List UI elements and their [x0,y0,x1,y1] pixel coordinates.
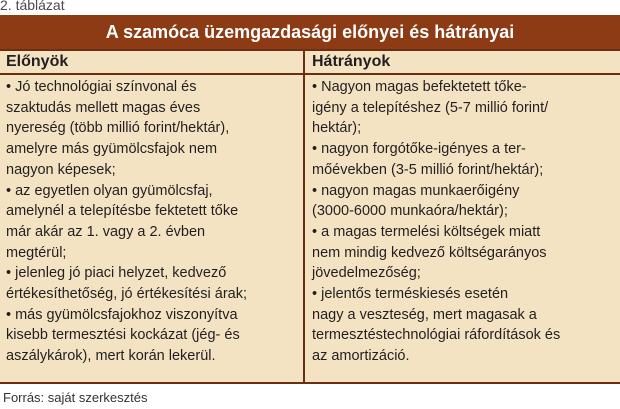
advantage-line: • az egyetlen olyan gyümölcsfaj, [6,182,213,199]
disadvantage-line: • nagyon forgótőke-igényes a ter- [312,141,526,158]
table-title: A szamóca üzemgazdasági előnyei és hátrányai [0,15,620,49]
disadvantage-line: mőévekben (3-5 millió forint/hektár); [312,161,544,178]
advantages-list [6,77,298,367]
source-note: Forrás: saját szerkesztés [3,390,148,405]
bottom-divider [0,382,620,384]
advantage-line: • jelenleg jó piaci helyzet, kedvező [6,265,227,282]
disadvantage-line: • nagyon magas munkaerőigény [312,182,520,199]
advantage-item [6,263,298,304]
disadvantage-item [312,284,614,367]
advantage-line: • más gyümölcsfajokhoz viszonyítva [6,306,238,323]
advantage-line: kisebb termesztési kockázat (jég- és [6,327,240,344]
advantage-line: nyereség (több millió forint/hektár), [6,120,230,137]
advantage-item [6,181,298,264]
advantage-line: aszálykárok), mert korán lekerül. [6,348,216,365]
disadvantage-line: termesztéstechnológiai ráfordítások és [312,327,561,344]
disadvantage-line: igény a telepítéshez (5-7 millió forint/ [312,99,549,116]
advantage-line: amelynél a telepítésbe fektetett tőke [6,203,239,220]
table [0,15,620,384]
disadvantage-item [312,77,614,139]
disadvantage-line: jövedelmezőség; [312,265,421,282]
header-divider [0,73,620,75]
title-divider [0,49,620,51]
advantage-line: • Jó technológiai színvonal és [6,79,197,95]
advantage-line: megtérül; [6,244,67,261]
disadvantage-item [312,222,614,284]
advantage-line: amelyre más gyümölcsfajok nem [6,141,218,158]
table-number-label: 2. táblázat [0,0,65,13]
column-separator [303,51,305,382]
advantage-line: szaktudás mellett magas éves [6,99,201,116]
disadvantages-header: Hátrányok [312,53,391,70]
advantage-line: nagyon képesek; [6,161,116,178]
disadvantage-line: • jelentős terméskiesés esetén [312,286,509,303]
advantage-line: már akár az 1. vagy a 2. évben [6,223,206,240]
disadvantage-line: nagy a veszteség, mert magasak a [312,306,537,323]
advantage-line: értékesíthetőség, jó értékesítési árak; [6,286,247,303]
advantage-item [6,77,298,181]
disadvantage-item [312,181,614,222]
disadvantage-line: hektár); [312,120,362,137]
disadvantage-line: nem mindig kedvező költségarányos [312,244,547,261]
disadvantages-list [312,77,614,367]
disadvantage-line: • Nagyon magas befektetett tőke- [312,79,527,95]
disadvantage-line: az amortizáció. [312,348,410,365]
disadvantage-line: (3000-6000 munkaóra/hektár); [312,203,508,220]
disadvantage-item [312,139,614,180]
advantage-item [6,305,298,367]
advantages-header: Előnyök [6,53,69,70]
disadvantage-line: • a magas termelési költségek miatt [312,223,541,240]
